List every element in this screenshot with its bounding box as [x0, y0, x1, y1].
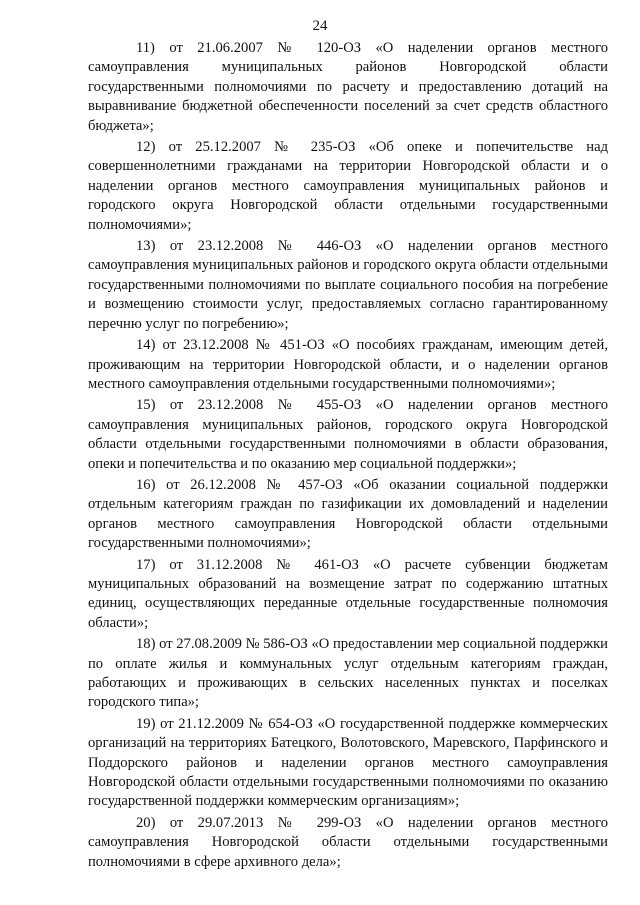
list-item-15: 15) от 23.12.2008 № 455-ОЗ «О наделении органов местного самоуправления муниципальных районов, городского округа Новгородской области отдельными государственными полномочиями в области образования, опеки и попечительства и по оказанию мер социальной поддержки»; [88, 397, 608, 472]
list-item-16: 16) от 26.12.2008 № 457-ОЗ «Об оказании социальной поддержки отдельным категориям граждан по газификации их домовладений и наделении органов местного самоуправления Новгородской области отдельными государственными полномочиями»; [88, 476, 608, 552]
list-item-11: 11) от 21.06.2007 № 120-ОЗ «О наделении органов местного самоуправления муниципальных районов Новгородской области государственными полномочиями по расчету и предоставлению дотаций на выравнивание бюджетной обеспеченности поселений за счет средств областного бюджета»; [88, 40, 608, 134]
list-item-19: 19) от 21.12.2009 № 654-ОЗ «О государственной поддержке коммерческих организаций на территориях Батецкого, Волотовского, Маревского, Парфинского и Поддорского районов и наделении органов местного самоуправления Новгородской области отдельными государственными полномочиями по оказанию государственной поддержки коммерческим организациям»; [88, 715, 608, 810]
list-item-12: 12) от 25.12.2007 № 235-ОЗ «Об опеке и попечительстве над совершеннолетними гражданами на территории Новгородской области и о наделении органов местного самоуправления муниципальных районов и городского округа Новгородской области отдельными государственными полномочиями»; [88, 139, 608, 233]
list-item-18: 18) от 27.08.2009 № 586-ОЗ «О предоставлении мер социальной поддержки по оплате жилья и коммунальных услуг отдельным категориям граждан, работающих и проживающих в сельских населенных пунктах и поселках городского типа»; [88, 636, 608, 711]
list-item-14: 14) от 23.12.2008 № 451-ОЗ «О пособиях гражданам, имеющим детей, проживающим на территории Новгородской области, и о наделении органов местного самоуправления отдельными государственными полномочиями»; [88, 337, 608, 392]
list-item-17: 17) от 31.12.2008 № 461-ОЗ «О расчете субвенции бюджетам муниципальных образований на возмещение затрат по содержанию штатных единиц, осуществляющих переданные отдельные государственные полномочия области»; [88, 556, 608, 631]
page-number: 24 [312, 18, 328, 34]
law-list [88, 39, 608, 874]
list-item-20: 20) от 29.07.2013 № 299-ОЗ «О наделении органов местного самоуправления Новгородской области отдельными государственными полномочиями в сфере архивного дела»; [88, 814, 608, 870]
list-item-13: 13) от 23.12.2008 № 446-ОЗ «О наделении органов местного самоуправления муниципальных районов и городского округа области отдельными государственными полномочиями по выплате социального пособия на погребение и возмещению стоимости услуг, предоставляемых согласно гарантированному перечню услуг по погребению»; [88, 238, 608, 332]
